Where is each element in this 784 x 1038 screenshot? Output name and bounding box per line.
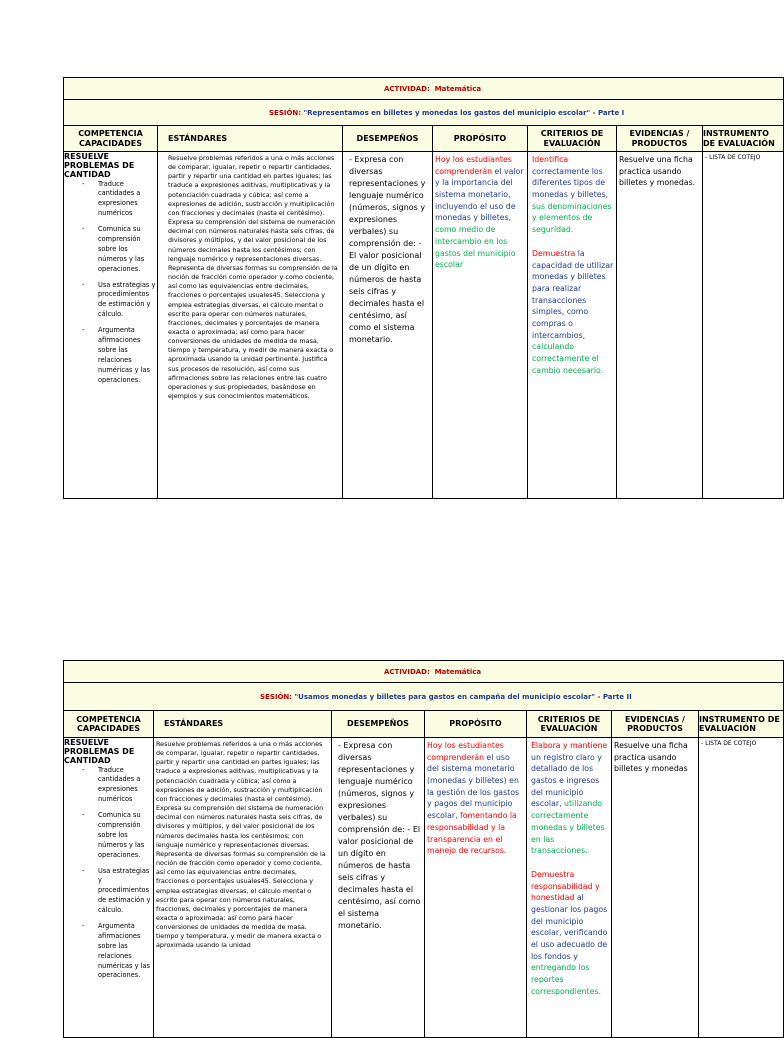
proposito-part: el valor y la importancia del sistema monetario, incluyendo el uso de monedas y billetes, xyxy=(435,166,524,223)
capacidad-item: - Argumenta afirmaciones sobre las relaciones numéricas y las operaciones. xyxy=(82,326,150,384)
capacidades-list xyxy=(64,180,157,386)
competencia-cell xyxy=(64,738,154,1038)
estandar-cell: Resuelve problemas referidos a una o más acciones de comparar, igualar, repetir o repartir cantidades, partir y repartir una cantidad en partes iguales; las traduce a expresiones aditivas, multiplicativas y la potenciación cuadrada y cúbica; así como a expresiones de adición, sustracción y multiplicación con fracciones y decimales (hasta el centésimo). Expresa su comprensión del sistema de numeración decimal con números naturales hasta seis cifras, de divisores y múltiplos, y del valor posicional de los números decimales hasta los centésimos; con lenguaje numérico y representaciones diversas. Representa de diversas formas su comprensión de la noción de fracción como operador y como cociente, así como las equivalencias entre decimales, fracciones o porcentajes usuales45. Selecciona y emplea estrategias diversas, el cálculo mental o escrito para operar con números naturales, fracciones, decimales y porcentajes de manera exacta o aproximada; así como para hacer conversiones de unidades de medida de masa, tiempo y temperatura, y medir de manera exacta o aproximada usando la unidad pertinente. Justifica sus procesos de resolución, así como sus afirmaciones sobre las relaciones entre las cuatro operaciones y sus propiedades, basándose en ejemplos y sus conocimientos matemáticos. xyxy=(158,152,343,499)
competencia-title: RESUELVE PROBLEMAS DE CANTIDAD xyxy=(64,738,135,766)
sesion-label: SESIÓN: xyxy=(269,108,302,117)
capacidad-item: - Usa estrategias y procedimientos de estimación y cálculo. xyxy=(82,280,156,319)
criterio-paragraph: Demuestra la capacidad de utilizar monedas y billetes para realizar transacciones simples, como compras o intercambios, calculando correctamente el cambio necesario. xyxy=(532,248,614,375)
criterios-cell xyxy=(528,152,617,499)
content-row xyxy=(64,738,784,1038)
proposito-part: como medio de intercambio en los gastos del municipio escolar xyxy=(435,225,516,270)
header-row xyxy=(64,126,784,152)
sesion-value: "Usamos monedas y billetes para gastos en campaña del municipio escolar" - Parte II xyxy=(294,692,632,701)
competencia-title: RESUELVE PROBLEMAS DE CANTIDAD xyxy=(64,152,135,180)
capacidad-item: - Usa estrategias y procedimientos de estimación y cálculo. xyxy=(82,866,151,915)
header-criterios: CRITERIOS DE EVALUACIÓN xyxy=(528,126,617,152)
header-desempenos: DESEMPEÑOS xyxy=(343,126,433,152)
actividad-label: ACTIVIDAD: xyxy=(384,667,430,676)
proposito-part: fomentando la responsabilidad y la transparencia en el manejo de recursos. xyxy=(427,811,517,856)
content-row xyxy=(64,152,784,499)
proposito-part: Hoy los estudiantes comprenderán xyxy=(435,155,512,176)
criterio-paragraph: Identifica correctamente los diferentes tipos de monedas y billetes, sus denominaciones y elementos de seguridad. xyxy=(532,155,612,235)
capacidad-item: - Traduce cantidades a expresiones numéricos xyxy=(82,765,141,804)
header-proposito: PROPÓSITO xyxy=(425,711,527,738)
evidencia-cell: Resuelve una ficha practica usando billetes y monedas. xyxy=(617,152,703,499)
evidencia-cell: Resuelve una ficha practica usando billetes y monedas xyxy=(612,738,699,1038)
proposito-part: el uso del sistema monetario (monedas y billetes) en la gestión de los gastos y pagos del municipio escolar, xyxy=(427,752,520,821)
instrumento-cell: - LISTA DE COTEJO xyxy=(703,152,784,499)
sesion-row xyxy=(64,683,784,711)
capacidad-item: - Traduce cantidades a expresiones numéricos xyxy=(82,179,141,218)
criterios-cell xyxy=(527,738,612,1038)
actividad-label: ACTIVIDAD: xyxy=(384,84,430,93)
proposito-cell xyxy=(425,738,527,1038)
header-competencia: COMPETENCIA CAPACIDADES xyxy=(64,126,158,152)
header-instrumento: INSTRUMENTO DE EVALUACIÓN xyxy=(703,126,784,152)
instrumento-cell: - LISTA DE COTEJO xyxy=(699,738,784,1038)
capacidad-item: - Comunica su comprensión sobre los números y las operaciones. xyxy=(82,811,145,859)
estandar-cell: Resuelve problemas referidos a una o más acciones de comparar, igualar, repetir o repartir cantidades, partir y repartir una cantidad en partes iguales; las traduce a expresiones aditivas, multiplicativas y la potenciación cuadrada y cúbica; así como a expresiones de adición, sustracción y multiplicación con fracciones y decimales (hasta el centésimo). Expresa su comprensión del sistema de numeración decimal con números naturales hasta seis cifras, de divisores y múltiplos, y del valor posicional de los números decimales hasta los centésimos; con lenguaje numérico y representaciones diversas. Representa de diversas formas su comprensión de la noción de fracción como operador y como cociente, así como las equivalencias entre decimales, fracciones o porcentajes usuales45. Selecciona y emplea estrategias diversas, el cálculo mental o escrito para operar con números naturales, fracciones, decimales y porcentajes de manera exacta o aproximada; así como para hacer conversiones de unidades de medida de masa, tiempo y temperatura, y medir de manera exacta o aproximada usando la unidad xyxy=(154,738,332,1038)
capacidad-item: - Argumenta afirmaciones sobre las relaciones numéricas y las operaciones. xyxy=(82,922,150,980)
header-evidencias: EVIDENCIAS / PRODUCTOS xyxy=(612,711,699,738)
actividad-row xyxy=(64,78,784,100)
actividad-value: Matemática xyxy=(434,667,482,676)
header-instrumento: INSTRUMENTO DE EVALUACIÓN xyxy=(699,711,784,738)
header-estandares: ESTÁNDARES xyxy=(158,126,343,152)
proposito-cell xyxy=(433,152,528,499)
session-table-1 xyxy=(63,77,784,499)
header-estandares: ESTÁNDARES xyxy=(154,711,332,738)
sesion-label: SESIÓN: xyxy=(260,692,293,701)
proposito-part: Hoy los estudiantes comprenderán xyxy=(427,741,504,762)
capacidad-item: - Comunica su comprensión sobre los números y las operaciones. xyxy=(82,225,145,273)
actividad-row xyxy=(64,661,784,683)
desempeno-cell: - Expresa con diversas representaciones y lenguaje numérico (números, signos y expresiones verbales) su comprensión de: - El valor posicional de un dígito en números de hasta seis cifras y decimales hasta el centésimo, así como el sistema monetario. xyxy=(343,152,433,499)
header-row xyxy=(64,711,784,738)
header-desempenos: DESEMPEÑOS xyxy=(332,711,425,738)
header-proposito: PROPÓSITO xyxy=(433,126,528,152)
actividad-value: Matemática xyxy=(434,84,482,93)
criterio-paragraph: Demuestra responsabilidad y honestidad al gestionar los pagos del municipio escolar, verificando el uso adecuado de los fondos y entregando los reportes correspondientes. xyxy=(531,869,608,996)
competencia-cell xyxy=(64,152,158,499)
sesion-value: "Representamos en billetes y monedas los gastos del municipio escolar" - Parte I xyxy=(303,108,625,117)
desempeno-cell: - Expresa con diversas representaciones y lenguaje numérico (números, signos y expresiones verbales) su comprensión de: - El valor posicional de un dígito en números de hasta seis cifras y decimales hasta el centésimo, así como el sistema monetario. xyxy=(332,738,425,1038)
criterio-paragraph: Elabora y mantiene un registro claro y detallado de los gastos e ingresos del municipio escolar, utilizando correctamente monedas y billetes en las transacciones. xyxy=(531,741,608,856)
header-evidencias: EVIDENCIAS / PRODUCTOS xyxy=(617,126,703,152)
sesion-row xyxy=(64,100,784,126)
header-criterios: CRITERIOS DE EVALUACIÓN xyxy=(527,711,612,738)
session-table-2 xyxy=(63,660,784,1038)
header-competencia: COMPETENCIA CAPACIDADES xyxy=(64,711,154,738)
capacidades-list xyxy=(64,766,153,982)
